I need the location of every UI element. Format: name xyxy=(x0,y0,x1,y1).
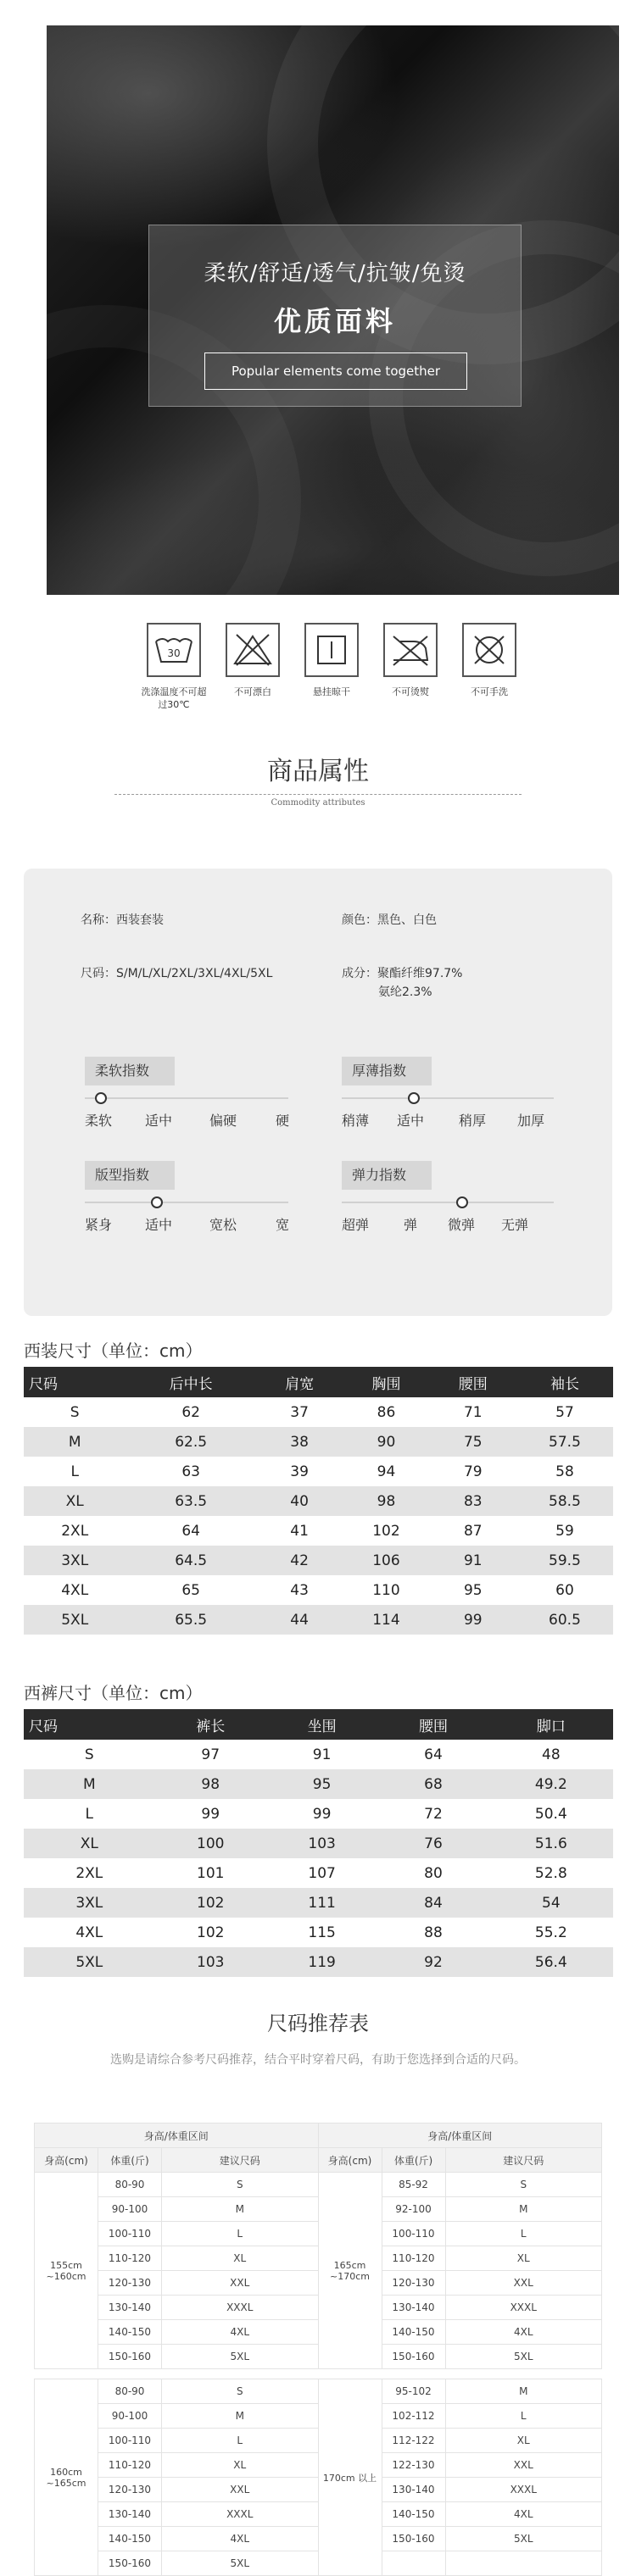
measure-cell: 58 xyxy=(555,1463,574,1480)
suggested-size: XXL xyxy=(445,2453,602,2478)
measure-cell: 107 xyxy=(308,1864,336,1882)
size-cell: 3XL xyxy=(24,1888,155,1918)
care-item xyxy=(377,623,444,698)
measure-cell: 100 xyxy=(155,1829,266,1858)
col-weight: 体重(斤) xyxy=(382,2148,445,2173)
measure-cell: 65 xyxy=(181,1581,200,1599)
suggested-size: 4XL xyxy=(162,2320,319,2345)
height-range: 155cm ~160cm xyxy=(35,2173,98,2369)
size-cell: XL xyxy=(24,1486,126,1516)
table-row xyxy=(24,1858,613,1888)
scale-indicator xyxy=(151,1196,163,1208)
measure-cell: 79 xyxy=(463,1463,483,1480)
measure-cell: 56.4 xyxy=(489,1947,613,1977)
scale-track xyxy=(85,1202,288,1203)
scale-label: 硬 xyxy=(276,1113,290,1129)
suit-table-caption: 西装尺寸（单位：cm） xyxy=(24,1341,203,1361)
col-height: 身高(cm) xyxy=(35,2148,98,2173)
measure-cell: 101 xyxy=(197,1864,225,1882)
size-cell: S xyxy=(70,1403,80,1421)
scale-track xyxy=(342,1097,554,1099)
size-cell: 5XL xyxy=(24,1605,126,1635)
weight-range: 120-130 xyxy=(382,2271,445,2296)
weight-range: 102-112 xyxy=(382,2404,445,2429)
measure-cell: 39 xyxy=(290,1463,309,1480)
divider xyxy=(114,794,522,795)
scale-label: 加厚 xyxy=(517,1113,545,1129)
scale-indicator xyxy=(95,1092,107,1104)
measure-cell: 115 xyxy=(308,1924,336,1941)
hero-features: 柔软/舒适/透气/抗皱/免烫 xyxy=(204,261,466,286)
suggested-size: L xyxy=(162,2222,319,2246)
table-row xyxy=(24,1888,613,1918)
weight-range: 90-100 xyxy=(98,2404,162,2429)
care-label: 不可手洗 xyxy=(471,686,508,697)
weight-range: 110-120 xyxy=(382,2246,445,2271)
suggested-size: XL xyxy=(445,2429,602,2453)
suggested-size: XXXL xyxy=(162,2296,319,2320)
attr-material-2: 氨纶2.3% xyxy=(378,985,432,999)
measure-cell: 80 xyxy=(424,1864,443,1882)
weight-range: 80-90 xyxy=(98,2173,162,2197)
weight-range: 150-160 xyxy=(382,2527,445,2551)
scale-label: 适中 xyxy=(397,1113,425,1129)
measure-cell: 106 xyxy=(343,1546,429,1575)
suggested-size: XXL xyxy=(445,2271,602,2296)
suggested-size: S xyxy=(162,2173,319,2197)
measure-cell: 58.5 xyxy=(516,1486,613,1516)
suggested-size: M xyxy=(162,2404,319,2429)
suit-size-table xyxy=(24,1367,613,1635)
weight-range: 130-140 xyxy=(98,2502,162,2527)
measure-cell: 84 xyxy=(377,1888,488,1918)
weight-range: 130-140 xyxy=(98,2296,162,2320)
measure-cell: 99 xyxy=(201,1805,220,1823)
weight-range: 150-160 xyxy=(98,2345,162,2369)
scale-track xyxy=(85,1097,288,1099)
suggested-size: 5XL xyxy=(162,2551,319,2576)
table-row xyxy=(24,1516,613,1546)
wash-30-icon xyxy=(147,623,201,677)
measure-cell: 52.8 xyxy=(534,1864,567,1882)
table-header: 腰围 xyxy=(377,1709,488,1740)
measure-cell: 102 xyxy=(197,1924,225,1941)
measure-cell: 43 xyxy=(290,1581,309,1599)
measure-cell: 62 xyxy=(181,1403,200,1421)
measure-cell: 98 xyxy=(155,1769,266,1799)
suggested-size: 5XL xyxy=(445,2345,602,2369)
scale-label: 宽 xyxy=(276,1217,290,1233)
no-hand-wash-icon xyxy=(462,623,516,677)
scale-label: 稍厚 xyxy=(459,1113,487,1129)
scale-label: 无弹 xyxy=(501,1217,529,1233)
measure-cell: 57.5 xyxy=(516,1427,613,1457)
weight-range: 110-120 xyxy=(98,2453,162,2478)
care-label: 不可漂白 xyxy=(234,686,271,697)
scale-indicator xyxy=(408,1092,420,1104)
measure-cell: 94 xyxy=(377,1463,396,1480)
measure-cell: 59.5 xyxy=(516,1546,613,1575)
measure-cell: 55.2 xyxy=(534,1924,567,1941)
suggested-size: XXXL xyxy=(445,2296,602,2320)
size-cell: XL xyxy=(24,1829,155,1858)
suggested-size: XXL xyxy=(162,2271,319,2296)
scale-title-elasticity: 弹力指数 xyxy=(342,1161,432,1190)
section-title: 商品属性 xyxy=(267,757,369,786)
suggested-size: M xyxy=(445,2379,602,2404)
size-recommend-table xyxy=(34,2123,602,2576)
measure-cell: 91 xyxy=(430,1546,516,1575)
suggested-size: XXXL xyxy=(162,2502,319,2527)
table-row xyxy=(24,1427,613,1457)
group-header: 身高/体重区间 xyxy=(318,2124,602,2148)
suggested-size: S xyxy=(162,2379,319,2404)
size-cell: S xyxy=(84,1746,94,1763)
measure-cell: 40 xyxy=(256,1486,343,1516)
measure-cell: 90 xyxy=(343,1427,429,1457)
measure-cell: 63.5 xyxy=(126,1486,256,1516)
measure-cell: 83 xyxy=(430,1486,516,1516)
section-subtitle: Commodity attributes xyxy=(271,798,365,808)
weight-range: 92-100 xyxy=(382,2197,445,2222)
measure-cell: 110 xyxy=(372,1581,400,1599)
table-row xyxy=(24,1947,613,1977)
table-header: 胸围 xyxy=(343,1367,429,1397)
weight-range: 122-130 xyxy=(382,2453,445,2478)
scale-label: 紧身 xyxy=(85,1217,113,1233)
height-range: 165cm ~170cm xyxy=(318,2173,382,2369)
scale-label: 偏硬 xyxy=(209,1113,237,1129)
table-row xyxy=(35,2379,602,2404)
scale-label: 适中 xyxy=(145,1113,173,1129)
weight-range: 120-130 xyxy=(98,2271,162,2296)
suggested-size: 4XL xyxy=(162,2527,319,2551)
measure-cell: 59 xyxy=(555,1522,574,1540)
table-row xyxy=(24,1769,613,1799)
recommend-title: 尺码推荐表 xyxy=(267,2012,369,2035)
weight-range: 100-110 xyxy=(382,2222,445,2246)
weight-range xyxy=(382,2551,445,2576)
scale-label: 弹 xyxy=(404,1217,418,1233)
scale-label: 微弹 xyxy=(448,1217,476,1233)
suggested-size: 5XL xyxy=(445,2527,602,2551)
scale-label: 稍薄 xyxy=(342,1113,370,1129)
weight-range: 120-130 xyxy=(98,2478,162,2502)
scale-label: 宽松 xyxy=(209,1217,237,1233)
care-item xyxy=(298,623,365,698)
measure-cell: 91 xyxy=(312,1746,332,1763)
measure-cell: 64 xyxy=(181,1522,200,1540)
measure-cell: 92 xyxy=(377,1947,488,1977)
table-header: 脚口 xyxy=(489,1709,613,1740)
measure-cell: 60.5 xyxy=(516,1605,613,1635)
measure-cell: 88 xyxy=(424,1924,443,1941)
suggested-size: S xyxy=(445,2173,602,2197)
measure-cell: 114 xyxy=(343,1605,429,1635)
svg-text:30: 30 xyxy=(167,647,181,659)
table-row xyxy=(24,1486,613,1516)
suggested-size: L xyxy=(445,2222,602,2246)
table-row xyxy=(24,1457,613,1486)
suggested-size: 4XL xyxy=(445,2502,602,2527)
height-range: 160cm ~165cm xyxy=(35,2379,98,2576)
no-bleach-icon xyxy=(226,623,280,677)
weight-range: 130-140 xyxy=(382,2478,445,2502)
measure-cell: 72 xyxy=(424,1805,443,1823)
suggested-size: 4XL xyxy=(445,2320,602,2345)
size-cell: 3XL xyxy=(24,1546,126,1575)
size-cell: M xyxy=(24,1769,155,1799)
measure-cell: 38 xyxy=(256,1427,343,1457)
size-cell: M xyxy=(24,1427,126,1457)
measure-cell: 51.6 xyxy=(489,1829,613,1858)
measure-cell: 42 xyxy=(256,1546,343,1575)
suggested-size xyxy=(445,2551,602,2576)
size-cell: 4XL xyxy=(61,1581,89,1599)
measure-cell: 48 xyxy=(542,1746,561,1763)
suggested-size: 5XL xyxy=(162,2345,319,2369)
weight-range: 80-90 xyxy=(98,2379,162,2404)
measure-cell: 64.5 xyxy=(126,1546,256,1575)
attr-color: 颜色：黑色、白色 xyxy=(342,913,437,927)
measure-cell: 57 xyxy=(555,1403,574,1421)
col-weight: 体重(斤) xyxy=(98,2148,162,2173)
weight-range: 140-150 xyxy=(382,2502,445,2527)
measure-cell: 76 xyxy=(377,1829,488,1858)
attr-name: 名称：西装套装 xyxy=(81,913,164,927)
pants-size-table xyxy=(24,1709,613,1977)
size-cell: L xyxy=(85,1805,94,1823)
measure-cell: 75 xyxy=(430,1427,516,1457)
suggested-size: XL xyxy=(162,2246,319,2271)
scale-title-softness: 柔软指数 xyxy=(85,1057,175,1085)
table-row xyxy=(24,1605,613,1635)
size-cell: L xyxy=(70,1463,79,1480)
table-header: 尺码 xyxy=(24,1367,126,1397)
measure-cell: 99 xyxy=(430,1605,516,1635)
weight-range: 112-122 xyxy=(382,2429,445,2453)
hero-tagline: Popular elements come together xyxy=(204,353,467,390)
care-item xyxy=(219,623,287,698)
col-size: 建议尺码 xyxy=(162,2148,319,2173)
care-label: 洗涤温度不可超过30℃ xyxy=(141,686,207,710)
suggested-size: M xyxy=(445,2197,602,2222)
measure-cell: 102 xyxy=(155,1888,266,1918)
scale-indicator xyxy=(456,1196,468,1208)
table-row xyxy=(24,1575,613,1605)
measure-cell: 111 xyxy=(266,1888,377,1918)
measure-cell: 103 xyxy=(155,1947,266,1977)
measure-cell: 119 xyxy=(266,1947,377,1977)
col-size: 建议尺码 xyxy=(445,2148,602,2173)
measure-cell: 44 xyxy=(256,1605,343,1635)
suggested-size: XXXL xyxy=(445,2478,602,2502)
table-row xyxy=(24,1397,613,1427)
weight-range: 100-110 xyxy=(98,2222,162,2246)
measure-cell: 63 xyxy=(181,1463,200,1480)
measure-cell: 102 xyxy=(372,1522,400,1540)
no-iron-icon xyxy=(383,623,438,677)
care-label: 不可烫熨 xyxy=(392,686,429,697)
measure-cell: 87 xyxy=(463,1522,483,1540)
measure-cell: 99 xyxy=(312,1805,332,1823)
weight-range: 130-140 xyxy=(382,2296,445,2320)
table-header: 腰围 xyxy=(430,1367,516,1397)
scale-label: 适中 xyxy=(145,1217,173,1233)
measure-cell: 65.5 xyxy=(126,1605,256,1635)
weight-range: 140-150 xyxy=(98,2527,162,2551)
attr-material: 成分：聚酯纤维97.7% xyxy=(342,967,463,980)
measure-cell: 95 xyxy=(266,1769,377,1799)
weight-range: 100-110 xyxy=(98,2429,162,2453)
measure-cell: 62.5 xyxy=(126,1427,256,1457)
height-range: 170cm 以上 xyxy=(318,2379,382,2576)
measure-cell: 68 xyxy=(377,1769,488,1799)
hang-dry-icon xyxy=(304,623,359,677)
hero-caption-box xyxy=(148,225,522,407)
scale-label: 柔软 xyxy=(85,1113,113,1129)
size-cell: 5XL xyxy=(24,1947,155,1977)
size-cell: 4XL xyxy=(75,1924,103,1941)
measure-cell: 60 xyxy=(555,1581,574,1599)
table-row xyxy=(24,1546,613,1575)
measure-cell: 103 xyxy=(266,1829,377,1858)
table-header: 肩宽 xyxy=(256,1367,343,1397)
measure-cell: 97 xyxy=(201,1746,220,1763)
attributes-heading xyxy=(0,750,636,808)
suggested-size: XL xyxy=(445,2246,602,2271)
measure-cell: 86 xyxy=(377,1403,396,1421)
suggested-size: M xyxy=(162,2197,319,2222)
table-header: 坐围 xyxy=(266,1709,377,1740)
attributes-panel xyxy=(24,869,612,1316)
measure-cell: 98 xyxy=(343,1486,429,1516)
hero-title: 优质面料 xyxy=(273,305,396,337)
weight-range: 95-102 xyxy=(382,2379,445,2404)
weight-range: 150-160 xyxy=(98,2551,162,2576)
care-label: 悬挂晾干 xyxy=(313,686,350,697)
attr-size: 尺码：S/M/L/XL/2XL/3XL/4XL/5XL xyxy=(81,967,273,980)
table-header: 尺码 xyxy=(24,1709,155,1740)
measure-cell: 54 xyxy=(489,1888,613,1918)
measure-cell: 64 xyxy=(424,1746,443,1763)
block-separator xyxy=(35,2369,602,2379)
scale-title-thickness: 厚薄指数 xyxy=(342,1057,432,1085)
size-cell: 2XL xyxy=(75,1864,103,1882)
suggested-size: XL xyxy=(162,2453,319,2478)
weight-range: 140-150 xyxy=(382,2320,445,2345)
measure-cell: 37 xyxy=(290,1403,309,1421)
table-header: 裤长 xyxy=(155,1709,266,1740)
weight-range: 85-92 xyxy=(382,2173,445,2197)
scale-track xyxy=(342,1202,554,1203)
measure-cell: 49.2 xyxy=(489,1769,613,1799)
suggested-size: L xyxy=(445,2404,602,2429)
size-cell: 2XL xyxy=(61,1522,89,1540)
recommend-note: 选购是请综合参考尺码推荐，结合平时穿着尺码，有助于您选择到合适的尺码。 xyxy=(110,2053,526,2067)
weight-range: 150-160 xyxy=(382,2345,445,2369)
care-item xyxy=(455,623,523,698)
group-header: 身高/体重区间 xyxy=(35,2124,319,2148)
col-height: 身高(cm) xyxy=(318,2148,382,2173)
measure-cell: 50.4 xyxy=(534,1805,567,1823)
scale-title-fit: 版型指数 xyxy=(85,1161,175,1190)
weight-range: 90-100 xyxy=(98,2197,162,2222)
table-row xyxy=(24,1740,613,1769)
table-row xyxy=(24,1829,613,1858)
suggested-size: L xyxy=(162,2429,319,2453)
table-header: 后中长 xyxy=(126,1367,256,1397)
table-row xyxy=(24,1799,613,1829)
pants-table-caption: 西裤尺寸（单位：cm） xyxy=(24,1683,203,1703)
hero-fabric-image xyxy=(47,25,619,595)
suggested-size: XXL xyxy=(162,2478,319,2502)
table-header: 袖长 xyxy=(516,1367,613,1397)
table-row xyxy=(24,1918,613,1947)
measure-cell: 95 xyxy=(463,1581,483,1599)
weight-range: 110-120 xyxy=(98,2246,162,2271)
care-item xyxy=(140,623,208,711)
scale-label: 超弹 xyxy=(342,1217,370,1233)
table-row xyxy=(35,2173,602,2197)
measure-cell: 71 xyxy=(463,1403,483,1421)
weight-range: 140-150 xyxy=(98,2320,162,2345)
measure-cell: 41 xyxy=(290,1522,309,1540)
